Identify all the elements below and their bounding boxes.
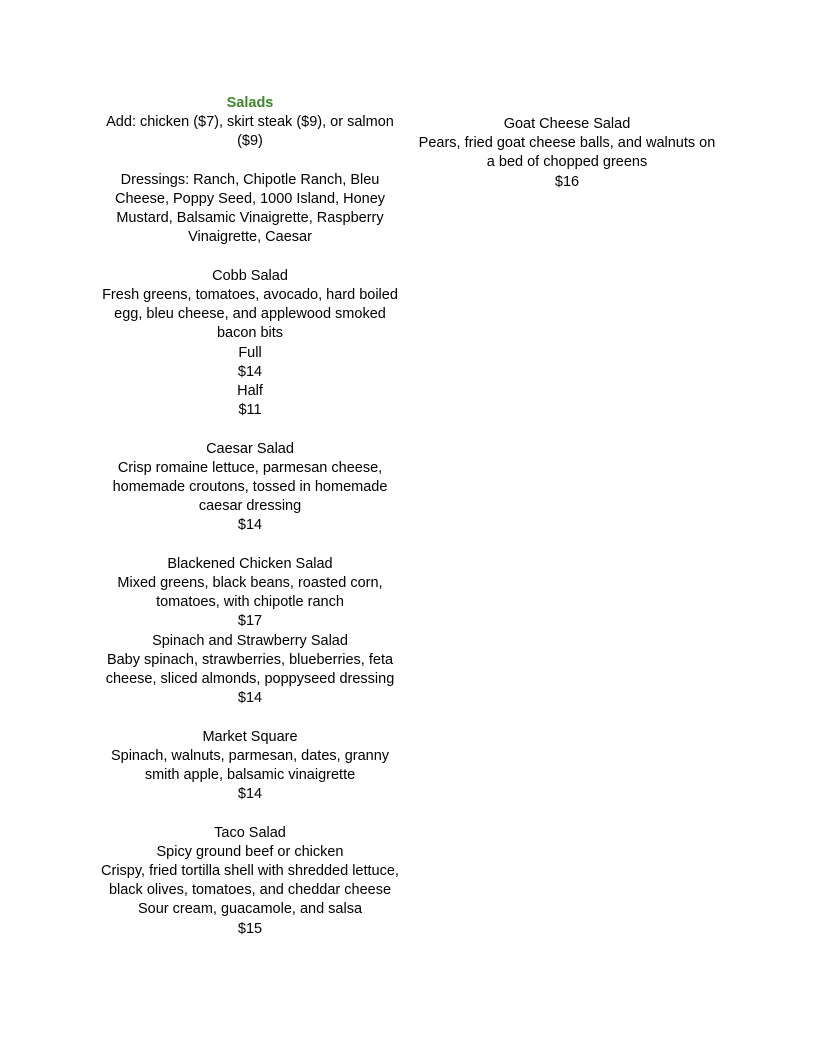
item-price: $17 [237, 613, 263, 630]
item-description: Mixed greens, black beans, roasted corn, tomatoes, with chipotle ranch [117, 575, 383, 611]
menu-item-blackened-chicken [96, 555, 404, 632]
item-name: Cobb Salad [212, 267, 288, 284]
item-description: Crisp romaine lettuce, parmesan cheese, homemade croutons, tossed in homemade caesar dressing [112, 459, 388, 515]
spacer [96, 248, 404, 267]
spacer [96, 152, 404, 171]
item-description: Fresh greens, tomatoes, avocado, hard boiled egg, bleu cheese, and applewood smoked bacon bits [102, 287, 398, 342]
item-name: Goat Cheese Salad [503, 116, 631, 132]
menu-right-column [413, 115, 721, 192]
item-description: Pears, fried goat cheese balls, and walnuts on a bed of chopped greens [418, 135, 716, 171]
item-name: Caesar Salad [206, 440, 294, 457]
item-name: Taco Salad [214, 824, 286, 841]
spacer [96, 708, 404, 727]
spacer [96, 536, 404, 555]
item-price: $14 [237, 690, 263, 707]
menu-item-cobb [96, 267, 404, 421]
menu-left-column [96, 94, 404, 939]
menu-item-spinach-strawberry [96, 632, 404, 709]
item-price: $16 [554, 173, 580, 190]
menu-item-caesar [96, 440, 404, 536]
item-price: $14 [237, 363, 263, 380]
item-price: $14 [237, 786, 263, 803]
menu-item-taco [96, 824, 404, 939]
item-sides: Sour cream, guacamole, and salsa [137, 901, 363, 918]
item-description: Crispy, fried tortilla shell with shredded lettuce, black olives, tomatoes, and cheddar cheese [101, 863, 399, 899]
menu-item-market-square [96, 728, 404, 805]
spacer [96, 420, 404, 439]
menu-item-goat-cheese [413, 115, 721, 192]
item-description: Spinach, walnuts, parmesan, dates, granny smith apple, balsamic vinaigrette [110, 747, 390, 784]
item-protein: Spicy ground beef or chicken [156, 843, 344, 860]
item-price: $15 [237, 920, 263, 937]
dressings-text: Dressings: Ranch, Chipotle Ranch, Bleu Cheese, Poppy Seed, 1000 Island, Honey Mustard, Balsamic Vinaigrette, Raspberry Vinaigrette, Caesar [114, 171, 386, 246]
item-price: $11 [238, 402, 262, 419]
item-name: Market Square [202, 728, 298, 745]
spacer [96, 804, 404, 823]
item-name: Spinach and Strawberry Salad [152, 632, 348, 649]
item-description: Baby spinach, strawberries, blueberries, feta cheese, sliced almonds, poppyseed dressing [105, 651, 395, 688]
size-label: Half [237, 383, 263, 400]
add-ons-text: Add: chicken ($7), skirt steak ($9), or salmon ($9) [106, 114, 394, 150]
section-title: Salads [226, 95, 274, 111]
item-name: Blackened Chicken Salad [167, 555, 333, 572]
item-price: $14 [237, 517, 263, 534]
size-label: Full [238, 344, 262, 361]
